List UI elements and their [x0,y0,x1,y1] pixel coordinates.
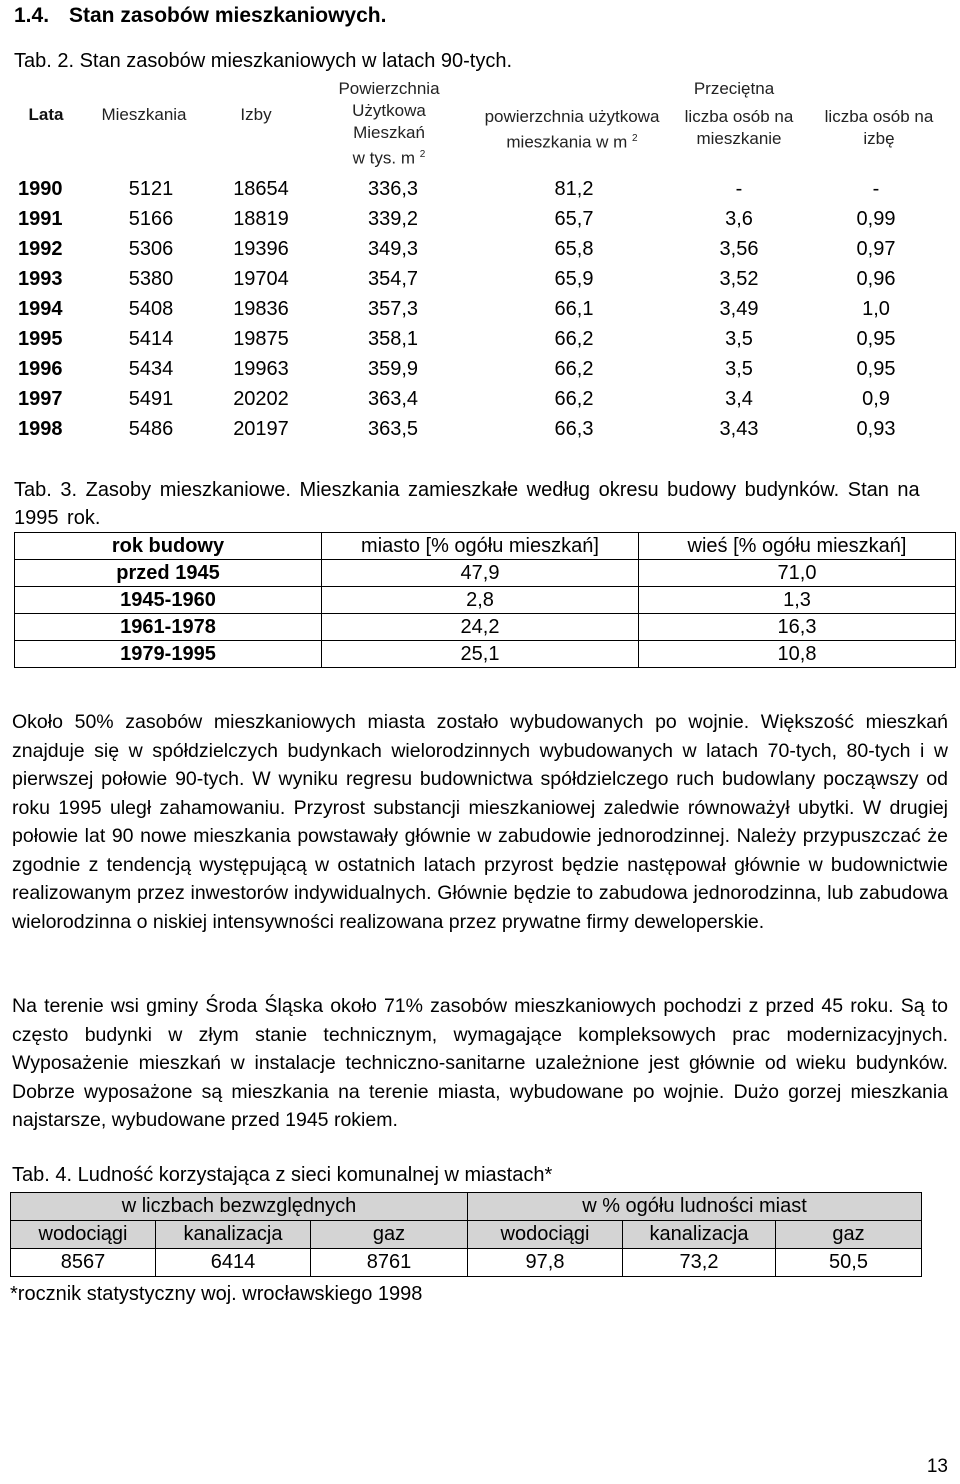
table-header-row [15,533,956,560]
header-osob-izbe-l2: izbę [863,129,895,148]
table-row [14,416,948,446]
cell-pow-uzytkowa: 66,1 [554,298,594,320]
header-powierzchnia-l4: w tys. m [352,148,416,168]
table-row [14,266,948,296]
header-osob-mieszkanie-l2: mieszkanie [696,129,782,148]
header-powierzchnia-l1: Powierzchnia [338,79,440,98]
cell-miasto: 25,1 [322,641,639,668]
table-row [14,326,948,356]
cell-year: 1994 [18,298,63,320]
cell-miasto: 2,8 [322,587,639,614]
cell-osob-mieszkanie: - [735,178,743,200]
cell-mieszkania: 5491 [128,388,174,410]
table-row [15,587,956,614]
cell-mieszkania: 5121 [128,178,174,200]
header-wies: wieś [% ogółu mieszkań] [639,533,956,560]
construction-period-table [14,532,956,668]
cell-powierzchnia: 336,3 [367,178,419,200]
header-powierzchnia-sup: 2 [419,149,426,160]
cell-mieszkania: 5306 [128,238,174,260]
cell-wies: 16,3 [639,614,956,641]
header-izby: Izby [240,105,272,124]
cell-period: 1945-1960 [15,587,322,614]
cell-period: 1979-1995 [15,641,322,668]
cell-powierzchnia: 354,7 [367,268,419,290]
cell-wies: 1,3 [639,587,956,614]
cell-osob-izbe: 0,99 [856,208,896,230]
cell-powierzchnia: 349,3 [367,238,419,260]
cell-pow-uzytkowa: 65,9 [554,268,594,290]
cell-osob-mieszkanie: 3,49 [719,298,759,320]
cell-kanalizacja-pct: 73,2 [623,1249,776,1277]
cell-powierzchnia: 359,9 [367,358,419,380]
cell-osob-izbe: 0,93 [856,418,896,440]
cell-osob-mieszkanie: 3,52 [719,268,759,290]
cell-pow-uzytkowa: 65,7 [554,208,594,230]
table-row [14,356,948,386]
cell-osob-izbe: - [872,178,880,200]
header-osob-mieszkanie [674,106,804,150]
header-pow-uzytkowa-l1: powierzchnia użytkowa [484,107,660,126]
cell-mieszkania: 5408 [128,298,174,320]
table-row [15,614,956,641]
cell-mieszkania: 5380 [128,268,174,290]
table2-caption: Tab. 2. Stan zasobów mieszkaniowych w latach 90-tych. [14,50,513,72]
section-heading [14,4,386,28]
table-row [15,641,956,668]
cell-izby: 20197 [233,418,289,440]
cell-miasto: 47,9 [322,560,639,587]
table4-caption: Tab. 4. Ludność korzystająca z sieci komunalnej w miastach* [12,1164,553,1186]
header-osob-mieszkanie-l1: liczba osób na [684,107,794,126]
cell-pow-uzytkowa: 66,3 [554,418,594,440]
cell-pow-uzytkowa: 66,2 [554,358,594,380]
cell-pow-uzytkowa: 65,8 [554,238,594,260]
cell-powierzchnia: 363,5 [367,418,419,440]
cell-osob-izbe: 0,9 [862,388,890,410]
header-gaz-pct: gaz [776,1221,922,1249]
table2-body [14,176,948,446]
cell-period: przed 1945 [15,560,322,587]
cell-osob-mieszkanie: 3,5 [725,358,753,380]
header-wodociagi: wodociągi [11,1221,156,1249]
cell-izby: 19875 [233,328,289,350]
header-osob-izbe [814,106,944,150]
cell-wies: 71,0 [639,560,956,587]
table-row [14,176,948,206]
cell-gaz: 8761 [311,1249,468,1277]
cell-pow-uzytkowa: 81,2 [554,178,594,200]
housing-stock-table [14,78,948,446]
header-mieszkania: Mieszkania [101,105,187,124]
group-header-absolute: w liczbach bezwzględnych [11,1193,468,1221]
section-title: Stan zasobów mieszkaniowych. [69,4,387,27]
header-osob-izbe-l1: liczba osób na [824,107,934,126]
paragraph-rural-housing: Na terenie wsi gminy Środa Śląska około 71% zasobów mieszkaniowych pochodzi z przed 45 roku. Są to często budynki w złym stanie technicznym, wymagające kompleksowych prac modernizacyjnych. Wyposażenie mieszkań w instalacje techniczno-sanitarne uzależnione jest głównie od wieku budynków. Dobrze wyposażone są mieszkania na terenie miasta, wybudowane po wojnie. Dużo gorzej mieszkania najstarsze, wybudowane przed 1945 rokiem. [12,995,948,1131]
header-wodociagi-pct: wodociągi [468,1221,623,1249]
cell-miasto: 24,2 [322,614,639,641]
cell-osob-izbe: 0,97 [856,238,896,260]
table3-caption: Tab. 3. Zasoby mieszkaniowe. Mieszkania zamieszkałe według okresu budowy budynków. Stan na 1995 rok. [14,479,920,529]
cell-osob-izbe: 0,95 [856,358,896,380]
header-kanalizacja: kanalizacja [156,1221,311,1249]
footnote: *rocznik statystyczny woj. wrocławskiego 1998 [10,1283,423,1305]
header-pow-uzytkowa [472,106,672,154]
cell-osob-izbe: 0,95 [856,328,896,350]
paragraph-city-housing: Około 50% zasobów mieszkaniowych miasta zostało wybudowanych po wojnie. Większość mieszkań znajduje się w spółdzielczych budynkach wielorodzinnych wybudowanych w latach 70-tych, 80-tych i w pierwszej połowie 90-tych. W wyniku regresu budownictwa spółdzielczego ruch budowlany począwszy od roku 1995 uległ zahamowaniu. Przyrost substancji mieszkaniowej zaledwie równoważył ubytki. W drugiej połowie lat 90 nowe mieszkania powstawały głównie w zabudowie jednorodzinnej. Należy przypuszczać że zgodnie z tendencją występującą w ostatnich latach przyrost będzie następował głównie w budownictwie realizowanym przez inwestorów indywidualnych. Głównie będzie to zabudowa jednorodzinna, lub zabudowa wielorodzinna o niskiej intensywności realizowana przez prywatne firmy deweloperskie. [12,711,948,933]
header-przecietna: Przeciętna [693,79,775,98]
cell-osob-mieszkanie: 3,6 [725,208,753,230]
cell-period: 1961-1978 [15,614,322,641]
cell-powierzchnia: 358,1 [367,328,419,350]
cell-year: 1991 [18,208,63,230]
cell-osob-mieszkanie: 3,4 [725,388,753,410]
cell-year: 1995 [18,328,63,350]
section-number: 1.4. [14,4,50,27]
cell-izby: 19836 [233,298,289,320]
header-powierzchnia-l2: Użytkowa [352,101,426,120]
cell-izby: 19963 [233,358,289,380]
cell-year: 1992 [18,238,63,260]
table-row [14,236,948,266]
cell-kanalizacja: 6414 [156,1249,311,1277]
table-row [15,560,956,587]
header-lata: Lata [28,105,64,124]
header-miasto: miasto [% ogółu mieszkań] [322,533,639,560]
table-group-header-row [11,1193,922,1221]
cell-powierzchnia: 339,2 [367,208,419,230]
header-pow-uzytkowa-l2: mieszkania w m [506,132,628,152]
cell-izby: 18819 [233,208,289,230]
cell-year: 1993 [18,268,63,290]
group-header-percent: w % ogółu ludności miast [468,1193,922,1221]
header-gaz: gaz [311,1221,468,1249]
header-powierzchnia [324,78,454,170]
cell-izby: 18654 [233,178,289,200]
cell-mieszkania: 5414 [128,328,174,350]
header-kanalizacja-pct: kanalizacja [623,1221,776,1249]
table2-header [14,78,948,176]
table-header-row [11,1221,922,1249]
cell-powierzchnia: 357,3 [367,298,419,320]
page-number: 13 [926,1456,948,1477]
table-row [14,206,948,236]
cell-izby: 20202 [233,388,289,410]
cell-osob-mieszkanie: 3,56 [719,238,759,260]
table-row [14,296,948,326]
cell-gaz-pct: 50,5 [776,1249,922,1277]
cell-pow-uzytkowa: 66,2 [554,328,594,350]
header-powierzchnia-l3: Mieszkań [353,123,425,142]
cell-osob-mieszkanie: 3,5 [725,328,753,350]
table-row [11,1249,922,1277]
cell-mieszkania: 5434 [128,358,174,380]
header-rok-budowy: rok budowy [15,533,322,560]
utility-network-table [10,1192,922,1277]
header-pow-uzytkowa-sup: 2 [632,133,638,144]
cell-osob-izbe: 1,0 [862,298,890,320]
cell-mieszkania: 5166 [128,208,174,230]
cell-year: 1990 [18,178,63,200]
cell-osob-izbe: 0,96 [856,268,896,290]
cell-wodociagi-pct: 97,8 [468,1249,623,1277]
cell-year: 1997 [18,388,63,410]
cell-izby: 19396 [233,238,289,260]
cell-mieszkania: 5486 [128,418,174,440]
cell-wies: 10,8 [639,641,956,668]
table-row [14,386,948,416]
cell-powierzchnia: 363,4 [367,388,419,410]
cell-year: 1996 [18,358,63,380]
cell-izby: 19704 [233,268,289,290]
cell-year: 1998 [18,418,63,440]
cell-pow-uzytkowa: 66,2 [554,388,594,410]
cell-wodociagi: 8567 [11,1249,156,1277]
cell-osob-mieszkanie: 3,43 [719,418,759,440]
